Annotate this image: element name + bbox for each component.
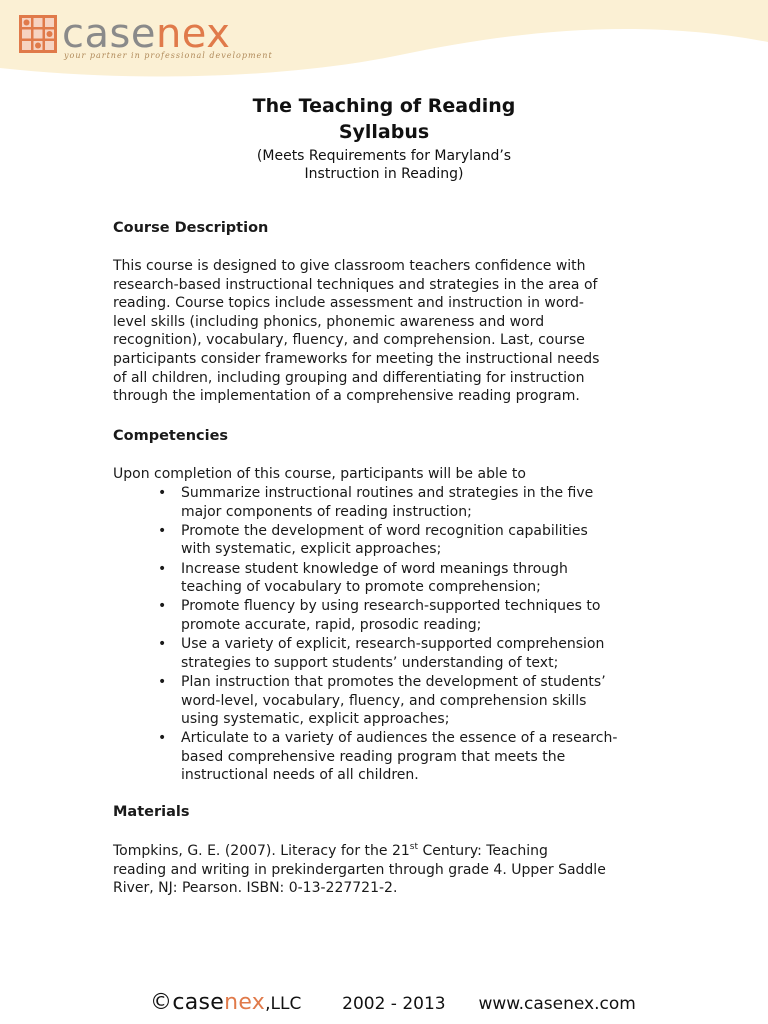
list-item-line: based comprehensive reading program that meets the: [181, 748, 566, 765]
list-item-line: Articulate to a variety of audiences the essence of a research-: [181, 730, 618, 747]
paragraph-line: reading. Course topics include assessment and instruction in word-: [113, 295, 584, 312]
competencies-list: [156, 484, 666, 786]
footer-brand-case: case: [172, 990, 225, 1015]
list-item: [156, 522, 666, 559]
list-item-line: using systematic, explicit approaches;: [181, 711, 450, 728]
list-item-line: Use a variety of explicit, research-supported comprehension: [181, 636, 605, 653]
paragraph-line: level skills (including phonics, phonemic awareness and word: [113, 313, 545, 330]
logo-word-case: case: [62, 11, 156, 57]
list-item: [156, 729, 666, 785]
citation-text: Tompkins, G. E. (2007). Literacy for the 21: [113, 843, 410, 859]
list-item-line: with systematic, explicit approaches;: [181, 541, 442, 558]
list-item-line: Plan instruction that promotes the development of students’: [181, 673, 606, 690]
course-description-paragraph: [113, 257, 658, 406]
bullet-icon: •: [158, 730, 167, 747]
paragraph-line: recognition), vocabulary, fluency, and comprehension. Last, course: [113, 332, 585, 349]
citation-text: Century: Teaching: [418, 843, 548, 859]
footer-brand-nex: nex: [224, 990, 266, 1015]
list-item-line: promote accurate, rapid, prosodic reading;: [181, 616, 482, 633]
bullet-icon: •: [158, 522, 167, 539]
footer-company-suffix: ,LLC: [265, 994, 302, 1014]
footer-brand: [172, 990, 265, 1015]
bullet-icon: •: [158, 485, 167, 501]
citation-line: River, NJ: Pearson. ISBN: 0-13-227721-2.: [113, 880, 398, 897]
course-description-heading: Course Description: [113, 220, 269, 236]
document-subtitle-line-1: (Meets Requirements for Maryland’s: [256, 148, 512, 164]
list-item-line: Promote the development of word recognition capabilities: [181, 522, 588, 539]
list-item: [156, 597, 666, 634]
paragraph-line: participants consider frameworks for meeting the instructional needs: [113, 350, 600, 367]
list-item-line: strategies to support students’ understanding of text;: [181, 654, 559, 671]
paragraph-line: through the implementation of a comprehensive reading program.: [113, 388, 580, 405]
list-item-line: Increase student knowledge of word meanings through: [181, 560, 568, 577]
list-item: [156, 635, 666, 672]
list-item-line: instructional needs of all children.: [181, 767, 419, 784]
list-item: [156, 560, 666, 597]
list-item: [156, 673, 666, 729]
list-item-line: teaching of vocabulary to promote comprehension;: [181, 579, 541, 596]
footer-copyright-icon: ©: [150, 990, 173, 1015]
logo-word-nex: nex: [155, 11, 231, 57]
casenex-logo-mark-icon: [18, 14, 58, 54]
materials-citation: [113, 842, 658, 898]
logo-tagline: your partner in professional development: [64, 51, 273, 60]
list-item-line: word-level, vocabulary, fluency, and comprehension skills: [181, 692, 587, 709]
list-item-line: major components of reading instruction;: [181, 503, 472, 520]
citation-line: [113, 842, 658, 861]
bullet-icon: •: [158, 673, 167, 690]
materials-heading: Materials: [113, 804, 190, 820]
list-item-line: Promote fluency by using research-supported techniques to: [181, 598, 601, 615]
document-title-syllabus: Syllabus: [338, 121, 430, 143]
competencies-heading: Competencies: [113, 428, 229, 444]
page-footer: [150, 990, 650, 1020]
list-item: [156, 484, 666, 521]
list-item-line: Summarize instructional routines and strategies in the five: [181, 485, 594, 501]
bullet-icon: •: [158, 636, 167, 653]
citation-line: reading and writing in prekindergarten through grade 4. Upper Saddle: [113, 861, 606, 878]
competencies-intro: Upon completion of this course, participants will be able to: [113, 466, 526, 482]
document-subtitle-line-2: Instruction in Reading): [304, 166, 464, 182]
casenex-logo: [18, 11, 278, 64]
paragraph-line: of all children, including grouping and differentiating for instruction: [113, 369, 585, 386]
paragraph-line: research-based instructional techniques and strategies in the area of: [113, 276, 598, 293]
document-title: The Teaching of Reading: [252, 95, 516, 117]
document-title-block: [0, 93, 768, 183]
footer-years: 2002 - 2013: [342, 994, 446, 1014]
bullet-icon: •: [158, 560, 167, 577]
footer-website-link[interactable]: www.casenex.com: [478, 994, 636, 1014]
paragraph-line: This course is designed to give classroom teachers confidence with: [113, 258, 586, 274]
superscript-st: st: [409, 842, 418, 852]
bullet-icon: •: [158, 598, 167, 615]
